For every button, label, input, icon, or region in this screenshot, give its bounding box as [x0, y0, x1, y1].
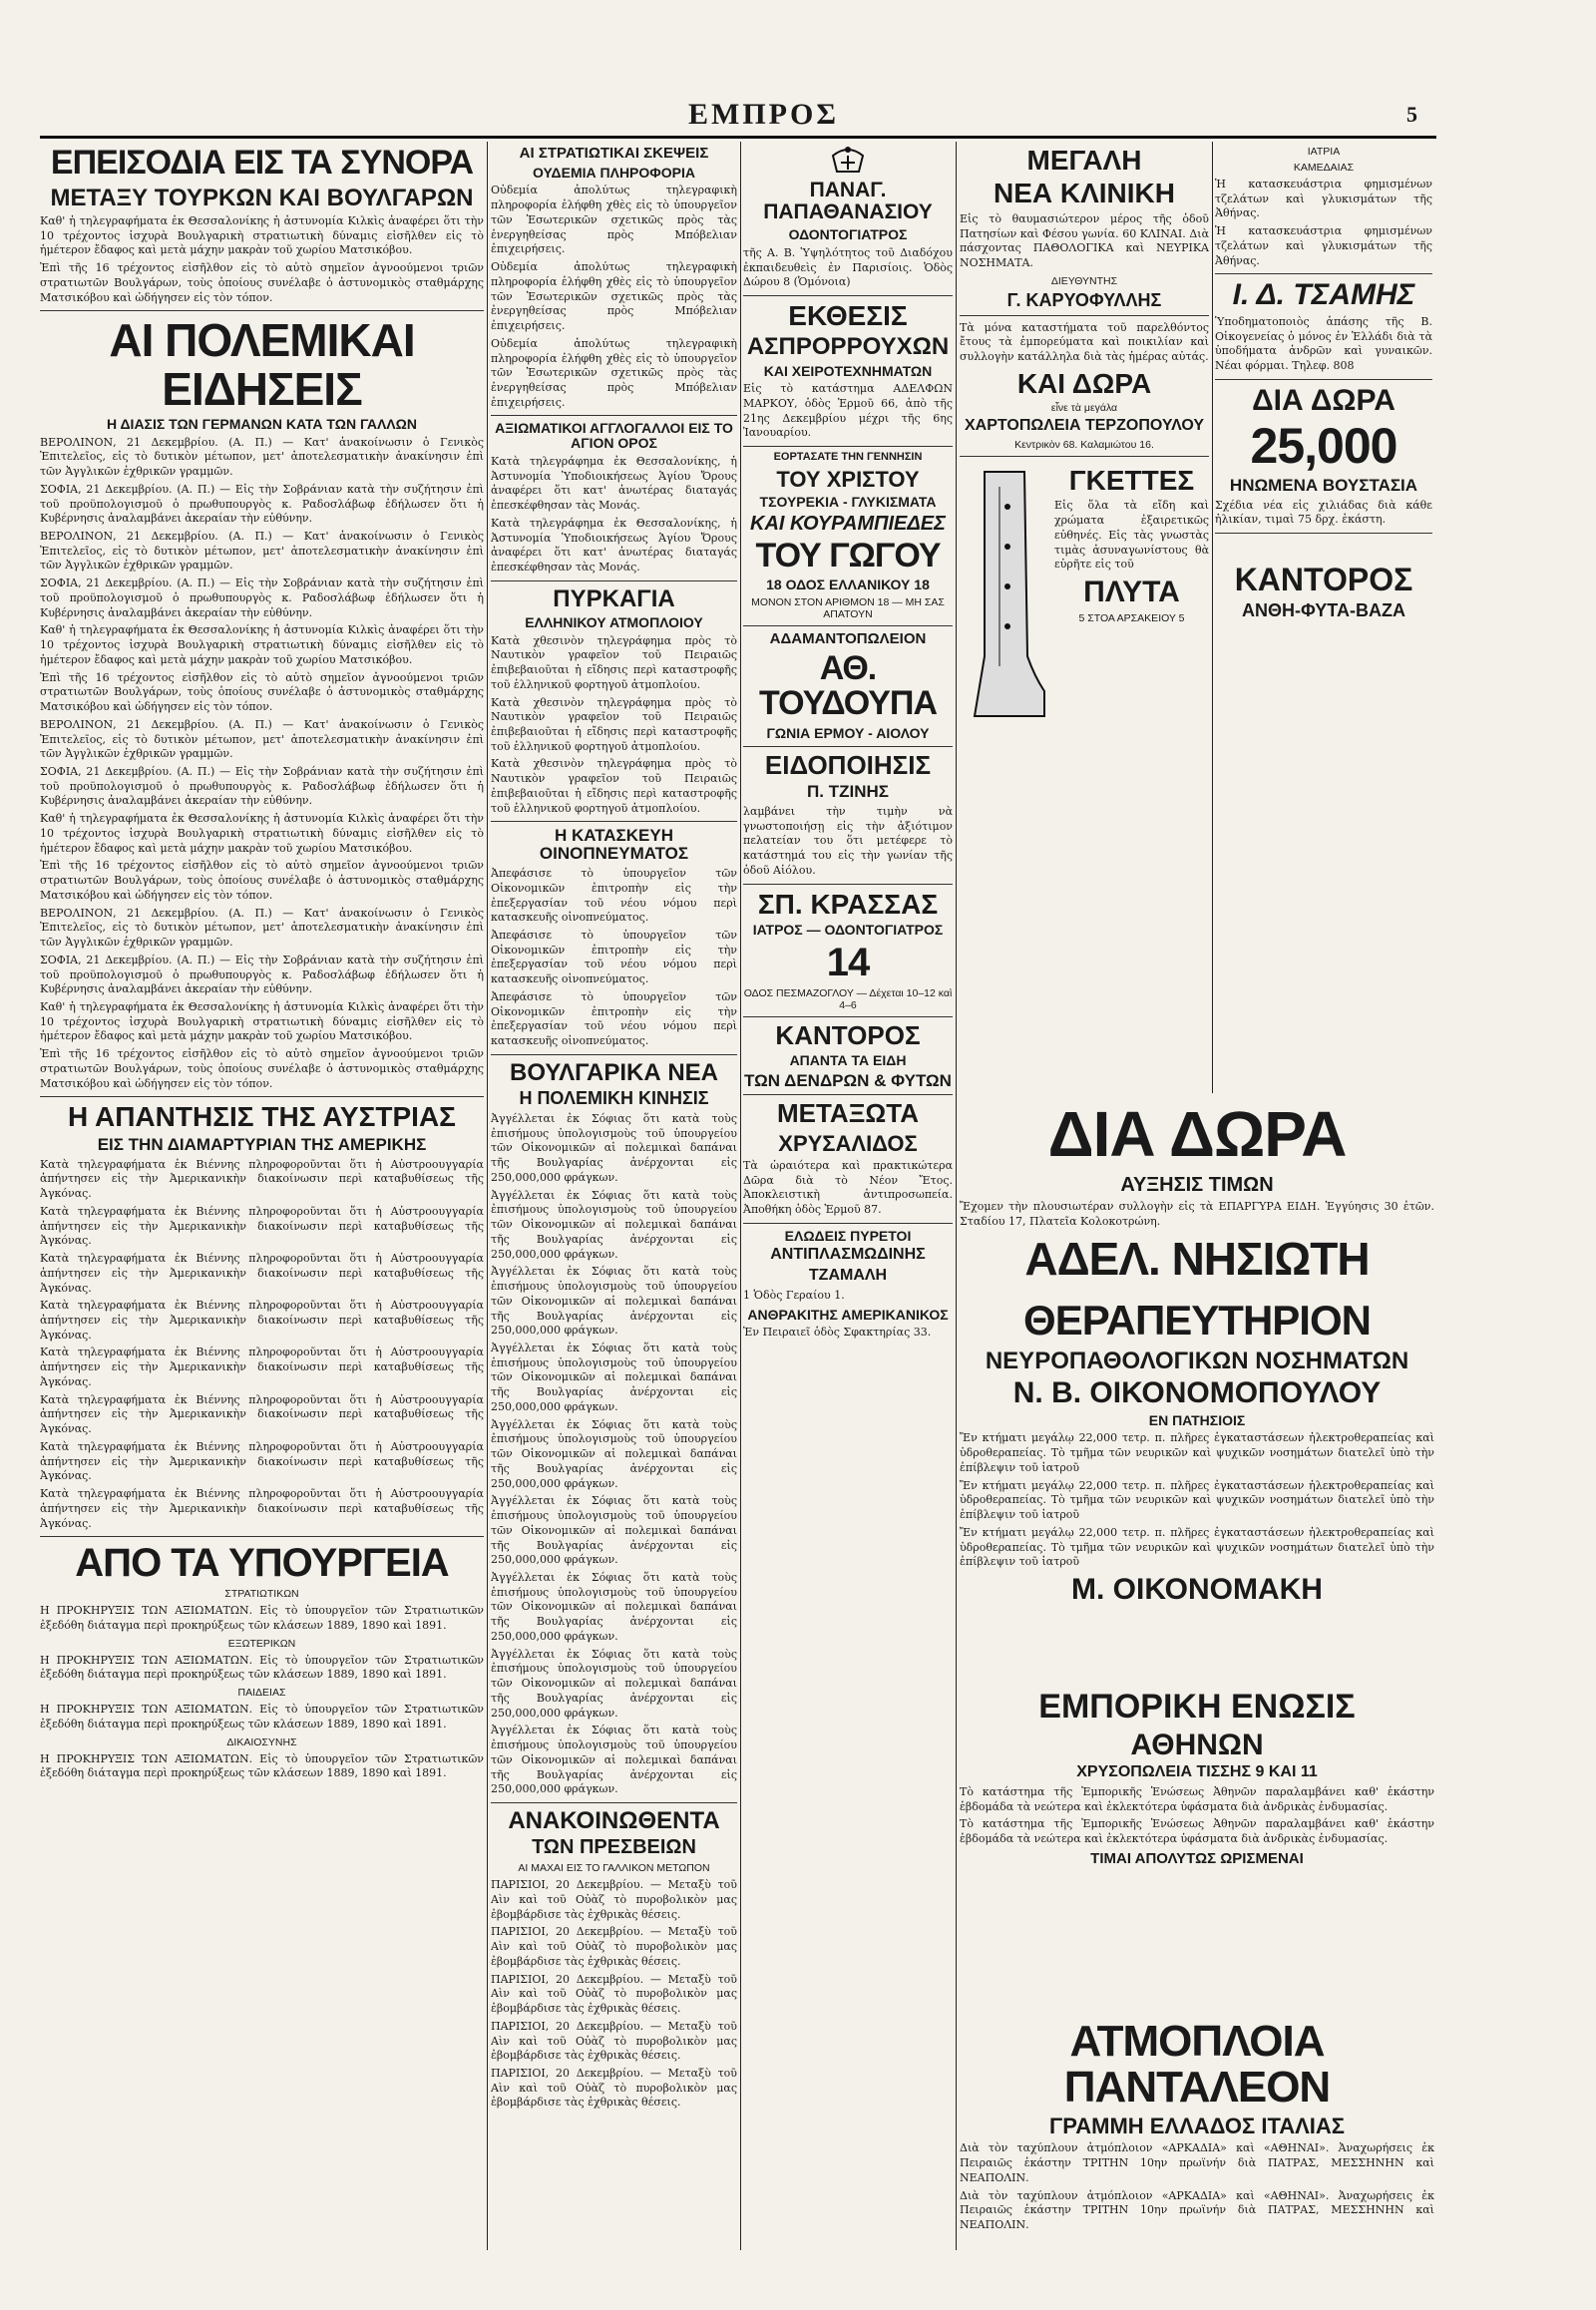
article-text: Ἀγγέλλεται ἐκ Σόφιας ὅτι κατὰ τοὺς ἐπισήμους ὑπολογισμοὺς τοῦ ὑπουργείου τῶν Οἰκονομικῶν αἱ πολεμικαὶ δαπάναι τῆς Βουλγαρίας ἀνέρχονται εἰς 250,000,000 φράγκων.: [491, 1111, 737, 1184]
ad-krassas-address: ΟΔΟΣ ΠΕΣΜΑΖΟΓΛΟΥ — Δέχεται 10–12 καὶ 4–6: [743, 986, 953, 1011]
article-text: Ἀπεφάσισε τὸ ὑπουργεῖον τῶν Οἰκονομικῶν ἐπιτροπὴν εἰς τὴν ἐπεξεργασίαν τοῦ νέου νόμου περὶ κατασκευῆς οἰνοπνεύματος.: [491, 989, 737, 1048]
divider: [743, 446, 953, 447]
divider: [1215, 533, 1432, 534]
subhead-no-info: ΟΥΔΕΜΙΑ ΠΛΗΡΟΦΟΡΙΑ: [532, 164, 696, 181]
ad-text: λαμβάνει τὴν τιμὴν νὰ γνωστοποιήσῃ εἰς τὴν ἀξιότιμον πελατείαν του ὅτι μετέφερε τὸ κατάστημά του εἰς τὴν γωνίαν τῆς ὁδοῦ Αἰόλου.: [743, 804, 953, 877]
ad-text: Ἔν κτήματι μεγάλῳ 22,000 τετρ. π. πλῆρες ἐγκαταστάσεων ἠλεκτροθεραπείας καὶ ὑδροθεραπείας. Τὸ τμῆμα τῶν νευρικῶν καὶ ψυχικῶν νοσημάτων διατελεῖ ὑπὸ τὴν ἐπίβλεψιν τοῦ ἰατροῦ: [960, 1525, 1434, 1569]
ad-pantaleon-route: ΓΡΑΜΜΗ ΕΛΛΑΔΟΣ ΙΤΑΛΙΑΣ: [1048, 2114, 1346, 2139]
ad-nisioti: [960, 1097, 1434, 1286]
article-text: Ἀγγέλλεται ἐκ Σόφιας ὅτι κατὰ τοὺς ἐπισήμους ὑπολογισμοὺς τοῦ ὑπουργείου τῶν Οἰκονομικῶν αἱ πολεμικαὶ δαπάναι τῆς Βουλγαρίας ἀνέρχονται εἰς 250,000,000 φράγκων.: [491, 1724, 737, 1796]
ad-gifts2-title: ΔΙΑ ΔΩΡΑ: [1252, 383, 1396, 417]
article-text: Η ΠΡΟΚΗΡΥΞΙΣ ΤΩΝ ΑΞΙΩΜΑΤΩΝ. Εἰς τὸ ὑπουργεῖον τῶν Στρατιωτικῶν ἐξεδόθη διάταγμα περὶ προκηρύξεως τῶν κλάσεων 1889, 1890 καὶ 1891.: [40, 1604, 484, 1632]
section-education: ΠΑΙΔΕΙΑΣ: [237, 1687, 286, 1700]
article-text: Ἐπὶ τῆς 16 τρέχοντος εἰσῆλθον εἰς τὸ αὐτὸ σημεῖον ἀγνοούμενοι τριῶν στρατιωτῶν Βουλγάρων, τοὺς ὁποίους συνέλαβε ὁ ἀστυνομικὸς σταθμάρχης Ματσικόβου καὶ ὡδήγησεν εἰς τὸν τόπον.: [40, 670, 484, 714]
column-rule: [740, 142, 741, 2250]
ad-christmas-line3: ΤΣΟΥΡΕΚΙΑ - ΓΛΥΚΙΣΜΑΤΑ: [759, 493, 937, 510]
column-ads-1: [743, 142, 953, 2250]
article-text: Η ΠΡΟΚΗΡΥΞΙΣ ΤΩΝ ΑΞΙΩΜΑΤΩΝ. Εἰς τὸ ὑπουργεῖον τῶν Στρατιωτικῶν ἐξεδόθη διάταγμα περὶ προκηρύξεως τῶν κλάσεων 1889, 1890 καὶ 1891.: [40, 1703, 484, 1731]
article-text: Ἀγγέλλεται ἐκ Σόφιας ὅτι κατὰ τοὺς ἐπισήμους ὑπολογισμοὺς τοῦ ὑπουργείου τῶν Οἰκονομικῶν αἱ πολεμικαὶ δαπάναι τῆς Βουλγαρίας ἀνέρχονται εἰς 250,000,000 φράγκων.: [491, 1571, 737, 1643]
headline-bulgarian-news: ΒΟΥΛΓΑΡΙΚΑ ΝΕΑ: [510, 1058, 718, 1086]
ad-gifts-title: ΚΑΙ ΔΩΡΑ: [1016, 367, 1152, 399]
ad-pantaleon-title: ΑΤΜΟΠΛΟΙΑ ΠΑΝΤΑΛΕΟΝ: [1063, 2017, 1331, 2113]
ad-text: Ἔν κτήματι μεγάλῳ 22,000 τετρ. π. πλῆρες ἐγκαταστάσεων ἠλεκτροθεραπείας καὶ ὑδροθεραπείας. Τὸ τμῆμα τῶν νευρικῶν καὶ ψυχικῶν νοσημάτων διατελεῖ ὑπὸ τὴν ἐπίβλεψιν τοῦ ἰατροῦ: [960, 1478, 1434, 1522]
ad-text: Τὰ μόνα καταστήματα τοῦ παρελθόντος ἔτους τὰ ἐμπορεύματα καὶ ποικιλίαν καὶ συλλογὴν κατάλληλα διὰ τὰς ἡμέρας αὐτάς.: [960, 320, 1209, 364]
ad-text: Εἰς τὸ θαυμασιώτερον μέρος τῆς ὁδοῦ Πατησίων καὶ Φέσου γωνία. 60 ΚΛΙΝΑΙ. Διὰ πάσχοντας ΠΑΘΟΛΟΓΙΚΑ καὶ ΝΕΥΡΙΚΑ ΝΟΣΗΜΑΤΑ.: [960, 211, 1209, 269]
article-text: Κατὰ χθεσινὸν τηλεγράφημα πρὸς τὸ Ναυτικὸν γραφεῖον τοῦ Πειραιῶς ἐπιβεβαιοῦται ἡ εἴδησις περὶ καταστροφῆς τοῦ ἑλληνικοῦ φορτηγοῦ ἀτμοπλοίου.: [491, 757, 737, 815]
article-text: Η ΠΡΟΚΗΡΥΞΙΣ ΤΩΝ ΑΞΙΩΜΑΤΩΝ. Εἰς τὸ ὑπουργεῖον τῶν Στρατιωτικῶν ἐξεδόθη διάταγμα περὶ προκηρύξεως τῶν κλάσεων 1889, 1890 καὶ 1891.: [40, 1653, 484, 1682]
ad-notice-title: ΕΙΔΟΠΟΙΗΣΙΣ: [764, 749, 932, 780]
ad-text: 1 Ὁδὸς Γεραίου 1.: [743, 1289, 845, 1303]
ad-therapy-title: ΘΕΡΑΠΕΥΤΗΡΙΟΝ: [1023, 1297, 1371, 1344]
article-text: Η ΠΡΟΚΗΡΥΞΙΣ ΤΩΝ ΑΞΙΩΜΑΤΩΝ. Εἰς τὸ ὑπουργεῖον τῶν Στρατιωτικῶν ἐξεδόθη διάταγμα περὶ προκηρύξεως τῶν κλάσεων 1889, 1890 καὶ 1891.: [40, 1751, 484, 1780]
ad-kantoros2-sub: ΑΝΘΗ-ΦΥΤΑ-ΒΑΖΑ: [1242, 599, 1405, 620]
subhead-steamship: ΕΛΛΗΝΙΚΟΥ ΑΤΜΟΠΛΟΙΟΥ: [525, 613, 703, 630]
section-foreign: ΕΞΩΤΕΡΙΚΩΝ: [227, 1637, 296, 1650]
masthead: [40, 98, 1436, 139]
ad-notice-name: Π. ΤΖΙΝΗΣ: [807, 782, 889, 801]
article-text: ΠΑΡΙΣΙΟΙ, 20 Δεκεμβρίου. — Μεταξὺ τοῦ Αὶν καὶ τοῦ Οὐὰζ τὸ πυροβολικὸν μας ἐβομβάρδισε τὰς ἐχθρικὰς θέσεις.: [491, 2067, 737, 2110]
ad-clinic-director: Γ. ΚΑΡΥΟΦΥΛΛΗΣ: [1006, 289, 1162, 310]
article-text: Οὐδεμία ἀπολύτως τηλεγραφικὴ πληροφορία ἐλήφθη χθὲς εἰς τὸ ὑπουργεῖον τῶν Ἐσωτερικῶν σχετικῶς πρὸς τὰς ἐνεργηθείσας πρὸς Μπόβελιαν ἐπιχειρήσεις.: [491, 184, 737, 256]
ad-exhibition-title: ΕΚΘΕΣΙΣ: [788, 299, 908, 331]
ad-enosis-prices: ΤΙΜΑΙ ΑΠΟΛΥΤΩΣ ΩΡΙΣΜΕΝΑΙ: [1090, 1849, 1304, 1867]
article-text: Κατὰ τηλεγραφήματα ἐκ Βιέννης πληροφοροῦνται ὅτι ἡ Αὐστροουγγαρία ἀπήντησεν εἰς τὴν Ἀμερικανικὴν διακοίνωσιν περὶ καταβυθίσεως τῆς Ἀγκόνας.: [40, 1439, 484, 1483]
ad-clinic-title: ΜΕΓΑΛΗ: [1026, 145, 1142, 176]
divider: [743, 884, 953, 885]
article-text: ΠΑΡΙΣΙΟΙ, 20 Δεκεμβρίου. — Μεταξὺ τοῦ Αὶν καὶ τοῦ Οὐὰζ τὸ πυροβολικὸν μας ἐβομβάρδισε τὰς ἐχθρικὰς θέσεις.: [491, 1925, 737, 1968]
article-text: ΣΟΦΙΑ, 21 Δεκεμβρίου. (Α. Π.) — Εἰς τὴν Σοβράνιαν κατὰ τὴν συζήτησιν ἐπὶ τοῦ προϋπολογισμοῦ ὁ πρωθυπουργὸς κ. Ραδοσλάβωφ ἐδήλωσεν ὅτι ἡ Κυβέρνησις ἀναλαμβάνει ἀκεραίαν τὴν εὐθύνην.: [40, 577, 484, 619]
headline-mount-athos: ΑΞΙΩΜΑΤΙΚΟΙ ΑΓΓΛΟΓΑΛΛΟΙ ΕΙΣ ΤΟ ΑΓΙΟΝ ΟΡΟΣ: [495, 420, 733, 452]
ad-text: Ἡ κατασκευάστρια φημισμένων τζελάτων καὶ γλυκισμάτων τῆς Ἀθήνας.: [1215, 178, 1432, 220]
divider: [743, 1094, 953, 1095]
article-text: ΠΑΡΙΣΙΟΙ, 20 Δεκεμβρίου. — Μεταξὺ τοῦ Αὶν καὶ τοῦ Οὐὰζ τὸ πυροβολικὸν μας ἐβομβάρδισε τὰς ἐχθρικὰς θέσεις.: [491, 1972, 737, 2016]
article-text: ΠΑΡΙΣΙΟΙ, 20 Δεκεμβρίου. — Μεταξὺ τοῦ Αὶν καὶ τοῦ Οὐὰζ τὸ πυροβολικὸν μας ἐβομβάρδισε τὰς ἐχθρικὰς θέσεις.: [491, 2019, 737, 2063]
divider: [40, 310, 484, 311]
ad-text: Ὑποδηματοποιὸς ἁπάσης τῆς Β. Οἰκογενείας ὁ μόνος ἐν Ἑλλάδι διὰ τὰ ὑποδήματα ἀνδρῶν καὶ γυναικῶν. Νέαι φόρμαι. Τηλεφ. 808: [1215, 314, 1432, 373]
section-french-front: ΑΙ ΜΑΧΑΙ ΕΙΣ ΤΟ ΓΑΛΛΙΚΟΝ ΜΕΤΩΠΟΝ: [518, 1862, 710, 1875]
ad-silk-name: ΧΡΥΣΑΛΙΔΟΣ: [778, 1130, 918, 1156]
article-text: Κατὰ χθεσινὸν τηλεγράφημα πρὸς τὸ Ναυτικὸν γραφεῖον τοῦ Πειραιῶς ἐπιβεβαιοῦται ἡ εἴδησις περὶ καταστροφῆς τοῦ ἑλληνικοῦ φορτηγοῦ ἀτμοπλοίου.: [491, 695, 737, 753]
article-text: ΣΟΦΙΑ, 21 Δεκεμβρίου. (Α. Π.) — Εἰς τὴν Σοβράνιαν κατὰ τὴν συζήτησιν ἐπὶ τοῦ προϋπολογισμοῦ ὁ πρωθυπουργὸς κ. Ραδοσλάβωφ ἐδήλωσεν ὅτι ἡ Κυβέρνησις ἀναλαμβάνει ἀκεραίαν τὴν εὐθύνην.: [40, 953, 484, 996]
article-text: Κατὰ τηλεγράφημα ἐκ Θεσσαλονίκης, ἡ Ἀστυνομία Ὑποδιοικήσεως Ἁγίου Ὄρους ἀναφέρει ὅτι κατ' ἀνωτέρας διαταγάς ἐπεσκέφθησαν τὰς Μονάς.: [491, 516, 737, 574]
ad-jeweler-name: ΑΘ. ΤΟΥΔΟΥΠΑ: [758, 648, 938, 723]
ad-therapy-location: ΕΝ ΠΑΤΗΣΙΟΙΣ: [1148, 1411, 1246, 1428]
divider: [743, 1223, 953, 1224]
ad-kantoros-name: ΚΑΝΤΟΡΟΣ: [775, 1019, 921, 1050]
ad-fever-product: ΑΝΤΙΠΛΑΣΜΩΔΙΝΗΣ: [770, 1246, 926, 1264]
ad-text: τῆς Α. Β. Ὑψηλότητος τοῦ Διαδόχου ἐκπαιδευθεὶς ἐν Παρισίοις. Ὁδὸς Δώρου 8 (Ὁμόνοια): [743, 245, 953, 289]
ad-therapy-doctor2: Μ. ΟΙΚΟΝΟΜΑΚΗ: [1071, 1572, 1323, 1606]
divider: [491, 415, 737, 416]
ad-silk-title: ΜΕΤΑΞΩΤΑ: [776, 1098, 920, 1129]
ad-nisioti-name: ΑΔΕΛ. ΝΗΣΙΩΤΗ: [1024, 1233, 1370, 1286]
subhead-turks-bulgars: ΜΕΤΑΞΥ ΤΟΥΡΚΩΝ ΚΑΙ ΒΟΥΛΓΑΡΩΝ: [50, 184, 474, 211]
ad-gifts-sub: εἶνε τὰ μεγάλα: [1050, 402, 1118, 415]
divider: [491, 580, 737, 581]
divider: [40, 1096, 484, 1097]
ad-gifts2-number: 25,000: [1250, 418, 1397, 475]
article-text: Κατὰ τηλεγραφήματα ἐκ Βιέννης πληροφοροῦνται ὅτι ἡ Αὐστροουγγαρία ἀπήντησεν εἰς τὴν Ἀμερικανικὴν διακοίνωσιν περὶ καταβυθίσεως τῆς Ἀγκόνας.: [40, 1346, 484, 1388]
article-text: Κατὰ τηλεγραφήματα ἐκ Βιέννης πληροφοροῦνται ὅτι ἡ Αὐστροουγγαρία ἀπήντησεν εἰς τὴν Ἀμερικανικὴν διακοίνωσιν περὶ καταβυθίσεως τῆς Ἀγκόνας.: [40, 1487, 484, 1530]
article-text: Οὐδεμία ἀπολύτως τηλεγραφικὴ πληροφορία ἐλήφθη χθὲς εἰς τὸ ὑπουργεῖον τῶν Ἐσωτερικῶν σχετικῶς πρὸς τὰς ἐνεργηθείσας πρὸς Μπόβελιαν ἐπιχειρήσεις.: [491, 336, 737, 409]
ad-gogou-name: ΤΟΥ ΓΩΓΟΥ: [755, 536, 941, 575]
headline-fire: ΠΥΡΚΑΓΙΑ: [553, 584, 675, 612]
article-text: Ἀπεφάσισε τὸ ὑπουργεῖον τῶν Οἰκονομικῶν ἐπιτροπὴν εἰς τὴν ἐπεξεργασίαν τοῦ νέου νόμου περὶ κατασκευῆς οἰνοπνεύματος.: [491, 867, 737, 925]
divider: [1215, 379, 1432, 380]
headline-ministries: ΑΠΟ ΤΑ ΥΠΟΥΡΓΕΙΑ: [75, 1541, 449, 1586]
ad-text: Ἡ κατασκευάστρια φημισμένων τζελάτων καὶ γλυκισμάτων τῆς Ἀθήνας.: [1215, 224, 1432, 267]
divider: [1215, 273, 1432, 274]
ad-text: Τὸ κατάστημα τῆς Ἐμπορικῆς Ἑνώσεως Ἀθηνῶν παραλαμβάνει καθ' ἑκάστην ἑβδομάδα τὰ νεώτερα καὶ ἐκλεκτότερα ὑφάσματα διὰ ἀνδρικὰς ἐνδυμασίας.: [960, 1784, 1434, 1813]
ad-enosis-city: ΑΘΗΝΩΝ: [1130, 1728, 1264, 1761]
article-text: Ἀγγέλλεται ἐκ Σόφιας ὅτι κατὰ τοὺς ἐπισήμους ὑπολογισμοὺς τοῦ ὑπουργείου τῶν Οἰκονομικῶν αἱ πολεμικαὶ δαπάναι τῆς Βουλγαρίας ἀνέρχονται εἰς 250,000,000 φράγκων.: [491, 1265, 737, 1338]
article-text: Κατὰ χθεσινὸν τηλεγράφημα πρὸς τὸ Ναυτικὸν γραφεῖον τοῦ Πειραιῶς ἐπιβεβαιοῦται ἡ εἴδησις περὶ καταστροφῆς τοῦ ἑλληνικοῦ φορτηγοῦ ἀτμοπλοίου.: [491, 633, 737, 691]
ad-text: Τὸ κατάστημα τῆς Ἐμπορικῆς Ἑνώσεως Ἀθηνῶν παραλαμβάνει καθ' ἑκάστην ἑβδομάδα τὰ νεώτερα καὶ ἐκλεκτότερα ὑφάσματα διὰ ἀνδρικὰς ἐνδυμασίας.: [960, 1817, 1434, 1846]
article-text: Ἐπὶ τῆς 16 τρέχοντος εἰσῆλθον εἰς τὸ αὐτὸ σημεῖον ἀγνοούμενοι τριῶν στρατιωτῶν Βουλγάρων, τοὺς ὁποίους συνέλαβε ὁ ἀστυνομικὸς σταθμάρχης Ματσικόβου καὶ ὡδήγησεν εἰς τὸν τόπον.: [40, 1047, 484, 1090]
ad-enosis-title: ΕΜΠΟΡΙΚΗ ΕΝΩΣΙΣ: [1038, 1688, 1356, 1726]
column-ads-2: [960, 142, 1209, 1093]
column-news-2: [491, 142, 737, 2250]
ad-text: Τὰ ὡραιότερα καὶ πρακτικώτερα Δῶρα διὰ τὸ Νέον Ἔτος. Ἀποκλειστικὴ ἀντιπροσωπεία. Ἀποθήκη ὁδὸς Ἑρμοῦ 87.: [743, 1158, 953, 1217]
headline-austria-reply: Η ΑΠΑΝΤΗΣΙΣ ΤΗΣ ΑΥΣΤΡΙΑΣ: [68, 1101, 456, 1133]
article-text: Καθ' ἡ τηλεγραφήματα ἐκ Θεσσαλονίκης ἡ ἀστυνομία Κιλκὶς ἀναφέρει ὅτι τὴν 10 τρέχοντος ἰσχυρὰ Βουλγαρικὴ στρατιωτικὴ δύναμις εἰσῆλθεν εἰς τὸ ἡμέτερον ἔδαφος καὶ μετὰ μάχην μακρὰν τοῦ χωρίου Ματσικόβου.: [40, 1000, 484, 1043]
headline-war-news: ΑΙ ΠΟΛΕΜΙΚΑΙ ΕΙΔΗΣΕΙΣ: [109, 314, 415, 415]
article-text: ΠΑΡΙΣΙΟΙ, 20 Δεκεμβρίου. — Μεταξὺ τοῦ Αὶν καὶ τοῦ Οὐὰζ τὸ πυροβολικὸν μας ἐβομβάρδισε τὰς ἐχθρικὰς θέσεις.: [491, 1878, 737, 1921]
article-text: Ἀγγέλλεται ἐκ Σόφιας ὅτι κατὰ τοὺς ἐπισήμους ὑπολογισμοὺς τοῦ ὑπουργείου τῶν Οἰκονομικῶν αἱ πολεμικαὶ δαπάναι τῆς Βουλγαρίας ἀνέρχονται εἰς 250,000,000 φράγκων.: [491, 1494, 737, 1567]
ad-gaiters-title: ΓΚΕΤΤΕΣ: [1068, 465, 1195, 496]
ad-text: Εἰς ὅλα τὰ εἴδη καὶ χρώματα ἐξαιρετικῶς εὐθηνές. Εἰς τὰς γνωστὰς τιμὰς ἀσυναγωνίστους θὰ εὑρῆτε εἰς τοῦ: [1054, 499, 1209, 572]
column-rule: [1212, 142, 1213, 1093]
article-text: ΒΕΡΟΛΙΝΟΝ, 21 Δεκεμβρίου. (Α. Π.) — Κατ' ἀνακοίνωσιν ὁ Γενικὸς Ἐπιτελεῖος, εἰς τὸ δυτικὸν μέτωπον, μετ' ἀποτελεσματικὴν ἀνακίνησιν ἐπὶ τῶν Ἀγγλικῶν ἐχθρικῶν γραμμῶν.: [40, 435, 484, 479]
ad-text: Σχέδια νέα εἰς χιλιάδας διὰ κάθε ἡλικίαν, τιμαὶ 75 δρχ. ἑκάστη.: [1215, 498, 1432, 527]
page-number: 5: [1406, 102, 1417, 127]
ad-coal-title: ΑΝΘΡΑΚΙΤΗΣ ΑΜΕΡΙΚΑΝΙΚΟΣ: [747, 1306, 949, 1323]
article-text: Ἐπὶ τῆς 16 τρέχοντος εἰσῆλθον εἰς τὸ αὐτὸ σημεῖον ἀγνοούμενοι τριῶν στρατιωτῶν Βουλγάρων, τοὺς ὁποίους συνέλαβε ὁ ἀστυνομικὸς σταθμάρχης Ματσικόβου καὶ ὡδήγησεν εἰς τὸν τόπον.: [40, 261, 484, 304]
ad-kantoros2-name: ΚΑΝΤΟΡΟΣ: [1234, 562, 1413, 598]
column-news-1: [40, 142, 484, 2250]
newspaper-title: ΕΜΠΡΟΣ: [688, 98, 839, 131]
ad-pantaleon: [960, 2015, 1434, 2236]
ad-dentist-name: ΠΑΝΑΓ. ΠΑΠΑΘΑΝΑΣΙΟΥ: [763, 179, 933, 224]
ad-pastry-title: ΙΑΤΡΙΑ: [1307, 146, 1341, 158]
gaiter-illustration: [960, 467, 1049, 726]
divider: [491, 1802, 737, 1803]
article-text: Ἀγγέλλεται ἐκ Σόφιας ὅτι κατὰ τοὺς ἐπισήμους ὑπολογισμοὺς τοῦ ὑπουργείου τῶν Οἰκονομικῶν αἱ πολεμικαὶ δαπάναι τῆς Βουλγαρίας ἀνέρχονται εἰς 250,000,000 φράγκων.: [491, 1647, 737, 1720]
divider: [960, 456, 1209, 457]
ad-christmas-line2: ΤΟΥ ΧΡΙΣΤΟΥ: [776, 466, 920, 492]
article-text: Κατὰ τηλεγραφήματα ἐκ Βιέννης πληροφοροῦνται ὅτι ἡ Αὐστροουγγαρία ἀπήντησεν εἰς τὴν Ἀμερικανικὴν διακοίνωσιν περὶ καταβυθίσεως τῆς Ἀγκόνας.: [40, 1204, 484, 1248]
ad-text: Εἰς τὸ κατάστημα ΑΔΕΛΦΩΝ ΜΑΡΚΟΥ, ὁδὸς Ἑρμοῦ 66, ἀπὸ τῆς 21ης Δεκεμβρίου μέχρι τῆς 6ης Ἰανουαρίου.: [743, 382, 953, 440]
headline-border-incidents: ΕΠΕΙΣΟΔΙΑ ΕΙΣ ΤΑ ΣΥΝΟΡΑ: [50, 144, 474, 182]
ad-clinic-sub: ΝΕΑ ΚΛΙΝΙΚΗ: [993, 178, 1175, 209]
ad-fever-title: ΕΛΩΔΕΙΣ ΠΥΡΕΤΟΙ: [784, 1227, 912, 1244]
ad-gogou-note: ΜΟΝΟΝ ΣΤΟΝ ΑΡΙΘΜΟΝ 18 — ΜΗ ΣΑΣ ΑΠΑΤΟΥΝ: [751, 595, 945, 620]
ad-plyta-address: 5 ΣΤΟΑ ΑΡΣΑΚΕΙΟΥ 5: [1078, 611, 1185, 624]
article-text: ΒΕΡΟΛΙΝΟΝ, 21 Δεκεμβρίου. (Α. Π.) — Κατ' ἀνακοίνωσιν ὁ Γενικὸς Ἐπιτελεῖος, εἰς τὸ δυτικὸν μέτωπον, μετ' ἀποτελεσματικὴν ἀνακίνησιν ἐπὶ τῶν Ἀγγλικῶν ἐχθρικῶν γραμμῶν.: [40, 906, 484, 950]
column-rule: [487, 142, 488, 2250]
article-text: ΒΕΡΟΛΙΝΟΝ, 21 Δεκεμβρίου. (Α. Π.) — Κατ' ἀνακοίνωσιν ὁ Γενικὸς Ἐπιτελεῖος, εἰς τὸ δυτικὸν μέτωπον, μετ' ἀποτελεσματικὴν ἀνακίνησιν ἐπὶ τῶν Ἀγγλικῶν ἐχθρικῶν γραμμῶν.: [40, 529, 484, 573]
article-text: Ἀγγέλλεται ἐκ Σόφιας ὅτι κατὰ τοὺς ἐπισήμους ὑπολογισμοὺς τοῦ ὑπουργείου τῶν Οἰκονομικῶν αἱ πολεμικαὶ δαπάναι τῆς Βουλγαρίας ἀνέρχονται εἰς 250,000,000 φράγκων.: [491, 1417, 737, 1490]
ad-gogou-address: 18 ΟΔΟΣ ΕΛΛΑΝΙΚΟΥ 18: [766, 577, 930, 593]
article-text: Ἐπὶ τῆς 16 τρέχοντος εἰσῆλθον εἰς τὸ αὐτὸ σημεῖον ἀγνοούμενοι τριῶν στρατιωτῶν Βουλγάρων, τοὺς ὁποίους συνέλαβε ὁ ἀστυνομικὸς σταθμάρχης Ματσικόβου καὶ ὡδήγησεν εἰς τὸν τόπον.: [40, 859, 484, 902]
ad-fever-maker: ΤΖΑΜΑΛΗ: [808, 1267, 888, 1285]
ad-krassas-name: ΣΠ. ΚΡΑΣΣΑΣ: [757, 888, 939, 920]
article-text: Κατὰ τηλεγραφήματα ἐκ Βιέννης πληροφοροῦνται ὅτι ἡ Αὐστροουγγαρία ἀπήντησεν εἰς τὴν Ἀμερικανικὴν διακοίνωσιν περὶ καταβυθίσεως τῆς Ἀγκόνας.: [40, 1299, 484, 1342]
ad-nisioti-sub: ΑΥΞΗΣΙΣ ΤΙΜΩΝ: [1120, 1174, 1274, 1196]
divider: [743, 746, 953, 747]
article-text: Καθ' ἡ τηλεγραφήματα ἐκ Θεσσαλονίκης ἡ ἀστυνομία Κιλκὶς ἀναφέρει ὅτι τὴν 10 τρέχοντος ἰσχυρὰ Βουλγαρικὴ στρατιωτικὴ δύναμις εἰσῆλθεν εἰς τὸ ἡμέτερον ἔδαφος καὶ μετὰ μάχην μακρὰν τοῦ χωρίου Ματσικόβου.: [40, 213, 484, 257]
ad-krassas-title: ΙΑΤΡΟΣ — ΟΔΟΝΤΟΓΙΑΤΡΟΣ: [752, 921, 944, 938]
ad-stationery-name: ΧΑΡΤΟΠΩΛΕΙΑ ΤΕΡΖΟΠΟΥΛΟΥ: [964, 417, 1205, 435]
divider: [743, 625, 953, 626]
ad-christmas-line1: ΕΟΡΤΑΣΑΤΕ ΤΗΝ ΓΕΝΝΗΣΙΝ: [773, 451, 923, 464]
ad-therapy-doctor: Ν. Β. ΟΙΚΟΝΟΜΟΠΟΥΛΟΥ: [1012, 1376, 1382, 1410]
divider: [40, 1536, 484, 1537]
royal-crest-icon: [829, 142, 867, 176]
ad-kantoros-sub: ΑΠΑΝΤΑ ΤΑ ΕΙΔΗ: [789, 1051, 907, 1068]
ad-gifts2-shop: ΗΝΩΜΕΝΑ ΒΟΥΣΤΑΣΙΑ: [1229, 475, 1418, 495]
ad-stationery-address: Κεντρικὸν 68. Καλαμιώτου 16.: [1014, 439, 1154, 451]
ad-christmas-line4: ΚΑΙ ΚΟΥΡΑΜΠΙΕΔΕΣ: [750, 512, 946, 535]
ad-emporiki-enosis: [960, 1686, 1434, 1871]
divider: [960, 315, 1209, 316]
article-text: Καθ' ἡ τηλεγραφήματα ἐκ Θεσσαλονίκης ἡ ἀστυνομία Κιλκὶς ἀναφέρει ὅτι τὴν 10 τρέχοντος ἰσχυρὰ Βουλγαρικὴ στρατιωτικὴ δύναμις εἰσῆλθεν εἰς τὸ ἡμέτερον ἔδαφος καὶ μετὰ μάχην μακρὰν τοῦ χωρίου Ματσικόβου.: [40, 623, 484, 666]
article-text: Ἀπεφάσισε τὸ ὑπουργεῖον τῶν Οἰκονομικῶν ἐπιτροπὴν εἰς τὴν ἐπεξεργασίαν τοῦ νέου νόμου περὶ κατασκευῆς οἰνοπνεύματος.: [491, 929, 737, 986]
ad-pastry-sub: ΚΑΜΕΔΑΙΑΣ: [1293, 162, 1355, 174]
subhead-war-movement: Η ΠΟΛΕΜΙΚΗ ΚΙΝΗΣΙΣ: [519, 1088, 709, 1109]
article-text: Καθ' ἡ τηλεγραφήματα ἐκ Θεσσαλονίκης ἡ ἀστυνομία Κιλκὶς ἀναφέρει ὅτι τὴν 10 τρέχοντος ἰσχυρὰ Βουλγαρικὴ στρατιωτικὴ δύναμις εἰσῆλθεν εἰς τὸ ἡμέτερον ἔδαφος καὶ μετὰ μάχην μακρὰν τοῦ χωρίου Ματσικόβου.: [40, 812, 484, 855]
column-rule: [956, 142, 957, 2250]
article-text: Κατὰ τηλεγραφήματα ἐκ Βιέννης πληροφοροῦνται ὅτι ἡ Αὐστροουγγαρία ἀπήντησεν εἰς τὴν Ἀμερικανικὴν διακοίνωσιν περὶ καταβυθίσεως τῆς Ἀγκόνας.: [40, 1157, 484, 1201]
ad-therapy-sub: ΝΕΥΡΟΠΑΘΟΛΟΓΙΚΩΝ ΝΟΣΗΜΑΤΩΝ: [985, 1348, 1409, 1374]
article-text: Κατὰ τηλεγράφημα ἐκ Θεσσαλονίκης, ἡ Ἀστυνομία Ὑποδιοικήσεως Ἁγίου Ὄρους ἀναφέρει ὅτι κατ' ἀνωτέρας διαταγάς ἐπεσκέφθησαν τὰς Μονάς.: [491, 454, 737, 513]
subhead-embassies: ΤΩΝ ΠΡΕΣΒΕΙΩΝ: [532, 1836, 696, 1859]
ad-enosis-address: ΧΡΥΣΟΠΩΛΕΙΑ ΤΙΣΣΗΣ 9 ΚΑΙ 11: [1076, 1763, 1318, 1781]
ad-exhibition-sub2: ΚΑΙ ΧΕΙΡΟΤΕΧΝΗΜΑΤΩΝ: [763, 362, 933, 379]
ad-jeweler-address: ΓΩΝΙΑ ΕΡΜΟΥ - ΑΙΟΛΟΥ: [766, 725, 930, 742]
column-ads-3: [1215, 142, 1432, 1093]
ad-text: Διὰ τὸν ταχύπλουν ἀτμόπλοιον «ΑΡΚΑΔΙΑ» καὶ «ΑΘΗΝΑΙ». Ἀναχωρήσεις ἐκ Πειραιῶς ἑκάστην ΤΡΙΤΗΝ 10ην πρωϊνήν διὰ ΠΑΤΡΑΣ, ΜΕΣΣΗΝΗΝ καὶ ΝΕΑΠΟΛΙΝ.: [960, 2188, 1434, 2232]
ad-text: Ἔχομεν τὴν πλουσιωτέραν συλλογὴν εἰς τὰ ΕΠΑΡΓΥΡΑ ΕΙΔΗ. Ἐγγύησις 30 ἐτῶν. Σταδίου 17, Πλατεῖα Κολοκοτρώνη.: [960, 1200, 1434, 1228]
ad-plyta-name: ΠΛΥΤΑ: [1083, 576, 1180, 609]
article-text: Κατὰ τηλεγραφήματα ἐκ Βιέννης πληροφοροῦνται ὅτι ἡ Αὐστροουγγαρία ἀπήντησεν εἰς τὴν Ἀμερικανικὴν διακοίνωσιν περὶ καταβυθίσεως τῆς Ἀγκόνας.: [40, 1252, 484, 1295]
article-text: Οὐδεμία ἀπολύτως τηλεγραφικὴ πληροφορία ἐλήφθη χθὲς εἰς τὸ ὑπουργεῖον τῶν Ἐσωτερικῶν σχετικῶς πρὸς τὰς ἐνεργηθείσας πρὸς Μπόβελιαν ἐπιχειρήσεις.: [491, 260, 737, 333]
ad-text: Ἔν κτήματι μεγάλῳ 22,000 τετρ. π. πλῆρες ἐγκαταστάσεων ἠλεκτροθεραπείας καὶ ὑδροθεραπείας. Τὸ τμῆμα τῶν νευρικῶν καὶ ψυχικῶν νοσημάτων διατελεῖ ὑπὸ τὴν ἐπίβλεψιν τοῦ ἰατροῦ: [960, 1431, 1434, 1474]
ad-gaiters-block: [960, 462, 1209, 731]
section-justice: ΔΙΚΑΙΟΣΥΝΗΣ: [226, 1735, 297, 1748]
divider: [743, 295, 953, 296]
ad-tsamis-name: Ι. Δ. ΤΣΑΜΗΣ: [1232, 278, 1415, 312]
ad-text: Διὰ τὸν ταχύπλουν ἀτμόπλοιον «ΑΡΚΑΔΙΑ» καὶ «ΑΘΗΝΑΙ». Ἀναχωρήσεις ἐκ Πειραιῶς ἑκάστην ΤΡΙΤΗΝ 10ην πρωϊνήν διὰ ΠΑΤΡΑΣ, ΜΕΣΣΗΝΗΝ καὶ ΝΕΑΠΟΛΙΝ.: [960, 2141, 1434, 2184]
section-military: ΣΤΡΑΤΙΩΤΙΚΩΝ: [224, 1588, 299, 1601]
headline-announcements: ΑΝΑΚΟΙΝΩΘΕΝΤΑ: [508, 1807, 720, 1835]
ad-exhibition-sub: ΑΣΠΡΟΡΡΟΥΧΩΝ: [746, 333, 950, 361]
headline-alcohol: Η ΚΑΤΑΣΚΕΥΗ ΟΙΝΟΠΝΕΥΜΑΤΟΣ: [539, 826, 689, 864]
article-text: ΣΟΦΙΑ, 21 Δεκεμβρίου. (Α. Π.) — Εἰς τὴν Σοβράνιαν κατὰ τὴν συζήτησιν ἐπὶ τοῦ προϋπολογισμοῦ ὁ πρωθυπουργὸς κ. Ραδοσλάβωφ ἐδήλωσεν ὅτι ἡ Κυβέρνησις ἀναλαμβάνει ἀκεραίαν τὴν εὐθύνην.: [40, 482, 484, 526]
article-text: Ἀγγέλλεται ἐκ Σόφιας ὅτι κατὰ τοὺς ἐπισήμους ὑπολογισμοὺς τοῦ ὑπουργείου τῶν Οἰκονομικῶν αἱ πολεμικαὶ δαπάναι τῆς Βουλγαρίας ἀνέρχονται εἰς 250,000,000 φράγκων.: [491, 1341, 737, 1413]
article-text: ΣΟΦΙΑ, 21 Δεκεμβρίου. (Α. Π.) — Εἰς τὴν Σοβράνιαν κατὰ τὴν συζήτησιν ἐπὶ τοῦ προϋπολογισμοῦ ὁ πρωθυπουργὸς κ. Ραδοσλάβωφ ἐδήλωσεν ὅτι ἡ Κυβέρνησις ἀναλαμβάνει ἀκεραίαν τὴν εὐθύνην.: [40, 764, 484, 808]
divider: [491, 821, 737, 822]
article-text: ΒΕΡΟΛΙΝΟΝ, 21 Δεκεμβρίου. (Α. Π.) — Κατ' ἀνακοίνωσιν ὁ Γενικὸς Ἐπιτελεῖος, εἰς τὸ δυτικὸν μέτωπον, μετ' ἀποτελεσματικὴν ἀνακίνησιν ἐπὶ τῶν Ἀγγλικῶν ἐχθρικῶν γραμμῶν.: [40, 717, 484, 761]
article-text: Ἀγγέλλεται ἐκ Σόφιας ὅτι κατὰ τοὺς ἐπισήμους ὑπολογισμοὺς τοῦ ὑπουργείου τῶν Οἰκονομικῶν αἱ πολεμικαὶ δαπάναι τῆς Βουλγαρίας ἀνέρχονται εἰς 250,000,000 φράγκων.: [491, 1188, 737, 1261]
ad-jeweler-title: ΑΔΑΜΑΝΤΟΠΩΛΕΙΟΝ: [769, 629, 927, 647]
ad-text: Ἐν Πειραιεῖ ὁδὸς Σφακτηρίας 33.: [743, 1326, 932, 1340]
divider: [743, 1016, 953, 1017]
ad-krassas-number: 14: [826, 940, 870, 984]
ad-nisioti-title: ΔΙΑ ΔΩΡΑ: [1047, 1098, 1347, 1170]
divider: [491, 1054, 737, 1055]
headline-military-thoughts: ΑΙ ΣΤΡΑΤΙΩΤΙΚΑΙ ΣΚΕΨΕΙΣ: [519, 145, 709, 162]
article-text: Κατὰ τηλεγραφήματα ἐκ Βιέννης πληροφοροῦνται ὅτι ἡ Αὐστροουγγαρία ἀπήντησεν εἰς τὴν Ἀμερικανικὴν διακοίνωσιν περὶ καταβυθίσεως τῆς Ἀγκόνας.: [40, 1392, 484, 1436]
ad-clinic-director-label: ΔΙΕΥΘΥΝΤΗΣ: [1050, 274, 1118, 287]
subhead-germans-french: Η ΔΙΑΣΙΣ ΤΩΝ ΓΕΡΜΑΝΩΝ ΚΑΤΑ ΤΩΝ ΓΑΛΛΩΝ: [107, 415, 417, 432]
ad-therapeutirion: [960, 1297, 1434, 1609]
subhead-america-protest: ΕΙΣ ΤΗΝ ΔΙΑΜΑΡΤΥΡΙΑΝ ΤΗΣ ΑΜΕΡΙΚΗΣ: [97, 1134, 427, 1154]
ad-kantoros-sub2: ΤΩΝ ΔΕΝΔΡΩΝ & ΦΥΤΩΝ: [744, 1070, 952, 1090]
ad-dentist-title: ΟΔΟΝΤΟΓΙΑΤΡΟΣ: [788, 226, 908, 243]
